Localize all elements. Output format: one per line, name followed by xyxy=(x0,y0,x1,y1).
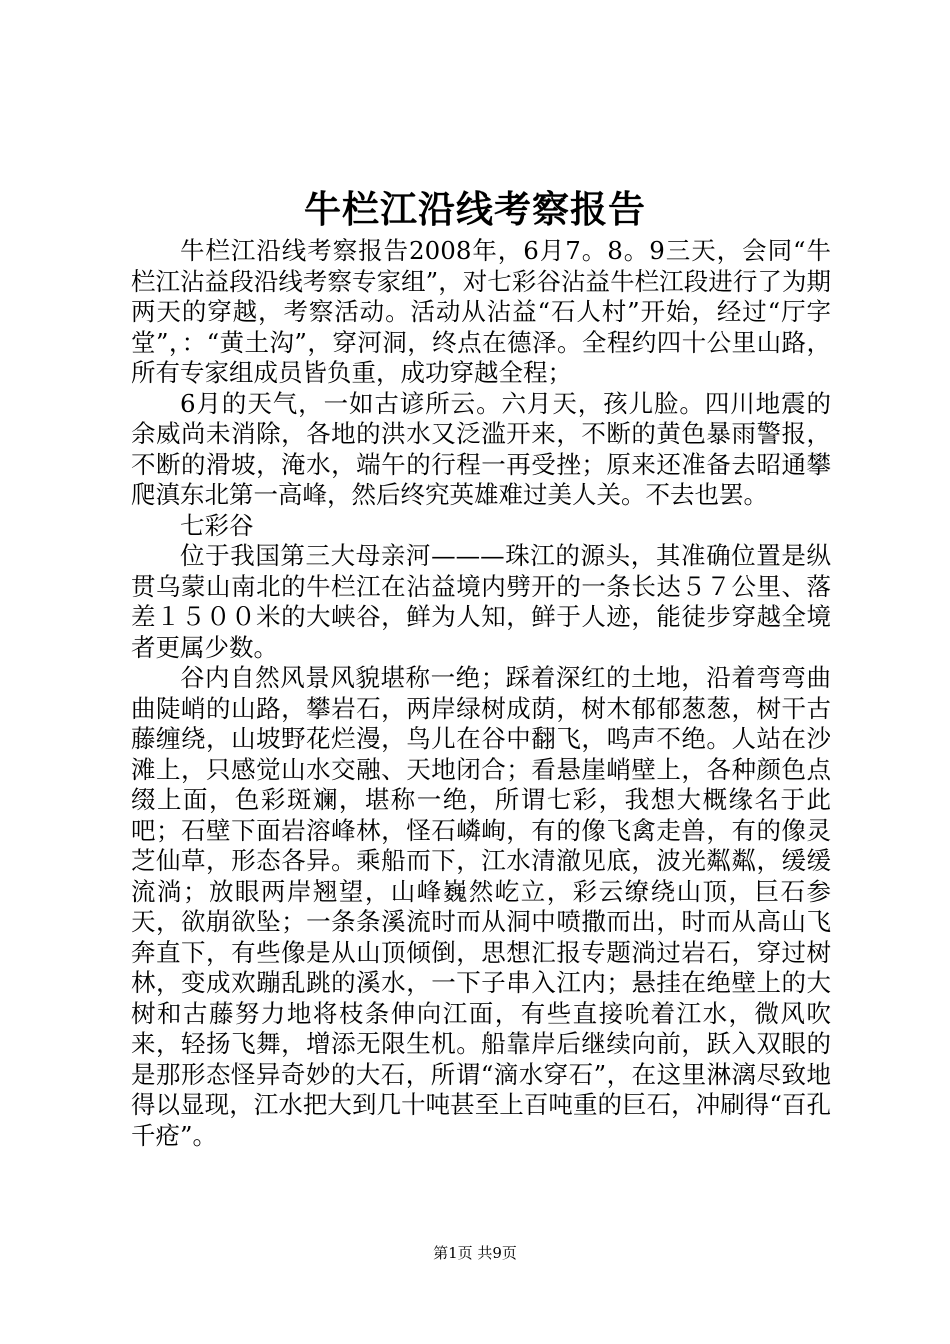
section-heading-qicaigu: 七彩谷 xyxy=(180,510,254,540)
paragraph-location: 位于我国第三大母亲河———珠江的源头，其准确位置是纵贯乌蒙山南北的牛栏江在沾益境内劈开的一条长达５７公里、落差１５００米的大峡谷，鲜为人知，鲜于人迹，能徒步穿越全境者更属少数。 xyxy=(131,541,831,662)
document-title: 牛栏江沿线考察报告 xyxy=(304,187,646,231)
paragraph-weather: 6月的天气，一如古谚所云。六月天，孩儿脸。四川地震的余威尚未消除，各地的洪水又泛滥开来，不断的黄色暴雨警报，不断的滑坡，淹水，端午的行程一再受挫；原来还准备去昭通攀爬滇东北第一高峰，然后终究英雄难过美人关。不去也罢。 xyxy=(131,388,831,509)
paragraph-intro: 牛栏江沿线考察报告2008年，6月7。8。9三天，会同“牛栏江沾益段沿线考察专家组”，对七彩谷沾益牛栏江段进行了为期两天的穿越，考察活动。活动从沾益“石人村”开始，经过“厅字堂”，：“黄土沟”，穿河洞，终点在德泽。全程约四十公里山路，所有专家组成员皆负重，成功穿越全程； xyxy=(131,236,831,387)
paragraph-scenery: 谷内自然风景风貌堪称一绝；踩着深红的土地，沿着弯弯曲曲陡峭的山路，攀岩石，两岸绿树成荫，树木郁郁葱葱，树干古藤缠绕，山坡野花烂漫，鸟儿在谷中翻飞，鸣声不绝。人站在沙滩上，只感觉山水交融、天地闭合；看悬崖峭壁上，各种颜色点缀上面，色彩斑斓，堪称一绝，所谓七彩，我想大概缘名于此吧；石壁下面岩溶峰林，怪石嶙峋，有的像飞禽走兽，有的像灵芝仙草，形态各异。乘船而下，江水清澈见底，波光粼粼，缓缓流淌；放眼两岸翘望，山峰巍然屹立，彩云缭绕山顶，巨石参天，欲崩欲坠；一条条溪流时而从洞中喷撒而出，时而从高山飞奔直下，有些像是从山顶倾倒，思想汇报专题淌过岩石，穿过树林，变成欢蹦乱跳的溪水，一下子串入江内；悬挂在绝壁上的大树和古藤努力地将枝条伸向江面，有些直接吮着江水，微风吹来，轻扬飞舞，增添无限生机。船靠岸后继续向前，跃入双眼的是那形态怪异奇妙的大石，所谓“滴水穿石”，在这里淋漓尽致地得以显现，江水把大到几十吨甚至上百吨重的巨石，冲刷得“百孔千疮”。 xyxy=(131,663,831,1150)
document-body xyxy=(131,236,831,1151)
page-footer: 第1页 共9页 xyxy=(433,1244,517,1262)
